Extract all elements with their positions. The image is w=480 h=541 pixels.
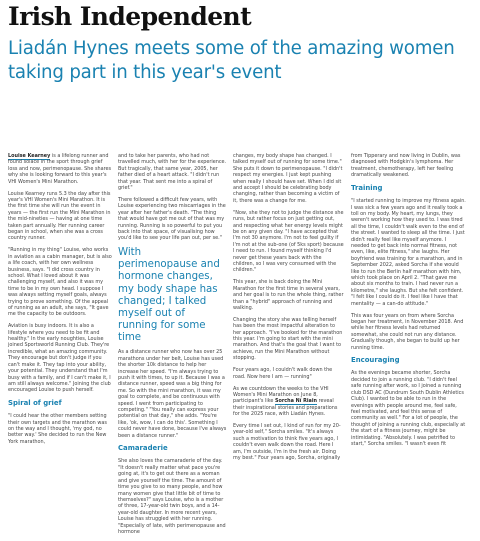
paragraph bbox=[8, 247, 113, 317]
paragraph bbox=[233, 386, 344, 418]
paragraph-text: Changing the story she was telling herself has been the most impactful alteration to her approach. "I've booked for the marathon this year. I'm going to start with the mini marathon. And that's the goal that I want to achieve, run the Mini Marathon without stopping. bbox=[233, 316, 343, 362]
pull-quote: With perimenopause and hormone changes, my body shape has changed; I talked myself out of running for some time bbox=[118, 247, 220, 344]
paragraph bbox=[351, 370, 466, 447]
paragraph-text: There followed a difficult few years, with Louise experiencing two miscarriages in the year after her father's death. "The thing that would have got me out of that was my running. Running is so powerful to put you back into that space, of visualising how you'd like to see your life pan out, per se." bbox=[118, 196, 226, 242]
section-heading: Camaraderie bbox=[118, 444, 168, 453]
paragraph-text: reveal their inspirational stories and preparations for the 2025 race, with Liadán Hynes. bbox=[233, 398, 338, 418]
article-column-3 bbox=[233, 153, 344, 467]
paragraph bbox=[118, 349, 227, 439]
article-headline: Liadán Hynes meets some of the amazing women taking part in this year's event bbox=[8, 38, 455, 83]
paragraph-text: She also loves the camaraderie of the day. "It doesn't really matter what pace you're going at, it's to get out there as a woman and give yourself the time. The amount of time you give to so many people, and how many women give that little bit of time to themselves?" says Louise, who is a mother of three, 17-year-old twin boys, and a 14-year-old daughter. In more recent years, Louise has struggled with her running. "Especially of late, with perimenopause and hormone bbox=[118, 458, 226, 535]
section-heading: Encouraging bbox=[351, 356, 400, 365]
paragraph bbox=[351, 153, 466, 179]
paragraph-text: Aviation is busy indoors. It is also a lifestyle where you need to be fit and healthy." In the early noughties, Louise joined Sportsworld Running Club. They're incredible, what an amazing community. They encourage but don't judge if you can't make it. They tap into your ability, your potential. They understand that I'm busy with a family, and if I can't make it, I am still always welcome." Joining the club encouraged Louise to push herself. bbox=[8, 323, 111, 394]
paragraph bbox=[351, 198, 466, 307]
pull-quote-spacer bbox=[118, 247, 227, 349]
paragraph-text: changes, my body shape has changed. I talked myself out of running for some time." She puts it down to perimenopause. "I didn't respect my energies. I just kept pushing when really I should have set. When I did sit and accept I should be celebrating body changing, rather than becoming a victim of it, there was a change for me. bbox=[233, 153, 343, 204]
paragraph bbox=[233, 279, 344, 311]
paragraph-text: "Now, she they not to judge the distance she runs, but rather focus on just getting out, and respecting what her energy levels might be on any given day. "I have accepted that I'm not 30 anymore. I'm not to feel guilty if I'm not at the sub-one (of 5ks sport) because I need to run. I found myself thinking I'd never get these years back with the children, so I was very consumed with the children." bbox=[233, 209, 344, 274]
paragraph-text: and to take her parents, who had not travelled much, with her for the experience. But tragically, that same year, 2005, her father died of a heart attack. "I didn't run that year. That sent me into a spiral of grief." bbox=[118, 153, 227, 192]
article-column-1 bbox=[8, 153, 113, 451]
paragraph bbox=[233, 210, 344, 274]
masthead-logo[interactable]: Irish Independent bbox=[8, 2, 252, 31]
paragraph bbox=[118, 197, 227, 242]
paragraph bbox=[233, 317, 344, 362]
paragraph bbox=[233, 423, 344, 461]
paragraph-text: Four years ago, I couldn't walk down the road. Now here I am — running" bbox=[233, 367, 333, 380]
paragraph-text: "I started running to improve my fitness again. I was sick a few years ago and it really took a toll on my body. My heart, my lungs, they weren't working how they used to. I was tired all the time, I couldn't walk even to the end of the street. I wanted to sleep all the time. I just didn't really feel like myself anymore. I needed to get back into normal fitness, not even, like, elite fitness," she laughs. Her boyfriend was training for a marathon, and in September 2022, asked Sorcha if she would like to run the Berlin half marathon with him, which took place on April 2. "That gave me about six months to train. I had never run a kilometre," she laughs. But she felt confident. "I felt like I could do it. I feel like I have that mentality — a can-do attitude." bbox=[351, 198, 466, 307]
paragraph-text: This was four years on from where Sorcha began her treatment, in November 2018. And while her fitness levels had returned somewhat, she could not run any distance. Gradually though, she began to build up her running time. bbox=[351, 312, 464, 351]
article-column-4 bbox=[351, 153, 466, 453]
paragraph-text: As we countdown the weeks to the VHI Women's Mini Marathon on June 8, participant's like bbox=[233, 385, 329, 405]
paragraph-text: Louise Kearney runs 5.3 the day after this year's VHI Women's Mini Marathon. It is the first time she will run the event in years — the first run the Mini Marathon in the mid-nineties — having at one time taken part annually. Her running career began in school, when she was a cross country runner. bbox=[8, 190, 111, 242]
paragraph-text: Every time I set out, I kind of run for my 20-year-old self," Sorcha smiles. "It's always such a motivation to think five years ago, I couldn't even walk down the road. Here I am, I'm outside, I'm in the fresh air. Doing my best." Four years ago, Sorcha, originally bbox=[233, 423, 341, 462]
paragraph bbox=[351, 313, 466, 351]
paragraph bbox=[8, 413, 113, 445]
paragraph bbox=[233, 367, 344, 380]
paragraph-text: As the evenings became shorter, Sorcha decided to join a running club. "I didn't feel safe running after work, so I joined a running club DSD AC (Dundrum South Dublin Athletics Club). I wanted to be able to run in the evenings with people around me, feel safe, feel motivated, and feel this sense of community as well." For a lot of people, the thought of joining a running club, especially at the start of a fitness journey, might be intimidating. "Absolutely. I was petrified to start," Sorcha smiles. "I wasn't even fit bbox=[351, 370, 466, 447]
person-name-link[interactable]: Sorcha Ní Riain bbox=[274, 398, 318, 405]
paragraph-text: "I could hear the other members setting their own targets and the marathon was on the way and I thought, 'my god, no better way.' She decided to run the New York marathon, bbox=[8, 413, 107, 445]
paragraph-text: is a lifelong runner and found solace in the sport through grief loss and now, perimenopause. She shares why she is looking forward to this year's VHI Women's Mini Marathon. bbox=[8, 153, 112, 185]
paragraph-text: This year, she is back doing the Mini Marathon for the first time in several years, and her goal is to run the whole thing, rather than a "hybrid" approach of running and walking. bbox=[233, 279, 344, 311]
paragraph bbox=[118, 458, 227, 535]
paragraph bbox=[8, 323, 113, 393]
paragraph-text: As a distance runner who now has over 25 marathons under her belt, Louise has used the shorter 10k distance to help her increase her speed. "I'm always trying to push it with times, to up it. Because I was a distance runner, speed was a big thing for me. So with the mini marathon, it was my goal to complete, and be continuous with speed. I went from participating to competing." "You really can express your potential on that day," she adds. "You're like, 'ok, wow, I can do this'. Something I could never have done, because I've always been a distance runner." bbox=[118, 349, 227, 439]
section-heading: Spiral of grief bbox=[8, 399, 62, 408]
person-name-link[interactable]: Louise Kearney bbox=[8, 153, 51, 159]
paragraph bbox=[8, 191, 113, 242]
paragraph bbox=[8, 153, 113, 185]
paragraph-text: "Running in my thing" Louise, who works in aviation as a cabin manager, but is also a life coach, with her own wellness business, says. "I did cross country in school. What I loved about it was challenging myself, and also it was my time to be in my own head. I suppose I was always setting myself goals, always trying to prove something. Of the appeal of running as an adult, she says, "It gave me the capacity to be outdoors. bbox=[8, 247, 112, 318]
paragraph bbox=[233, 153, 344, 204]
section-heading: Training bbox=[351, 184, 383, 193]
paragraph-text: from Tipperary and now living in Dublin, was diagnosed with Hodgkin's lymphoma. Her treatment, chemotherapy, left her feeling dramatically weakened. bbox=[351, 153, 461, 179]
paragraph bbox=[118, 153, 227, 191]
article-column-2 bbox=[118, 153, 227, 541]
